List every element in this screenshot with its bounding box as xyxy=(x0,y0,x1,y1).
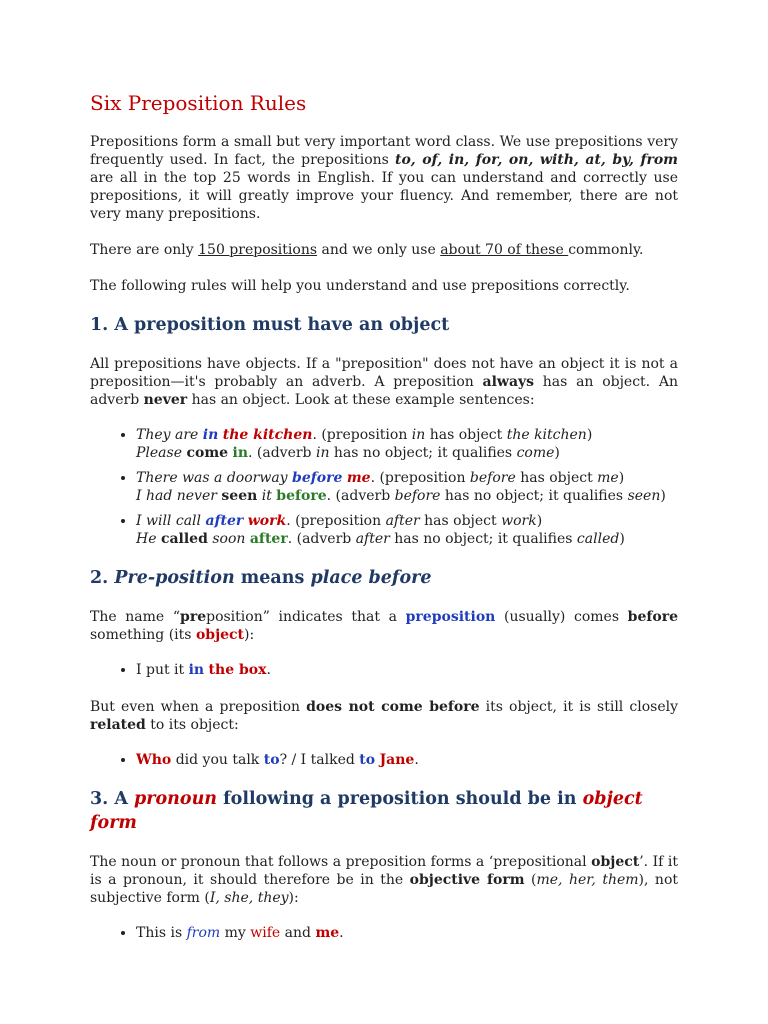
list-item: • There was a doorway before me. (preposition before has object me) I had never seen it before. (adverb before has no object; it qualifies seen) xyxy=(136,470,678,505)
list-item: • I will call after work. (preposition after has object work) He called soon after. (adverb after has no object; it qualifies called) xyxy=(136,513,678,548)
preposition-list: to, of, in, for, on, with, at, by, from xyxy=(395,152,678,168)
rule-1-paragraph: All prepositions have objects. If a "preposition" does not have an object it is not a preposition—it's probably an adverb. A preposition always has an object. An adverb never has an object. Look at these example sentences: xyxy=(90,356,678,408)
list-item: • I put it in the box. xyxy=(136,662,678,680)
intro-paragraph-2: There are only 150 prepositions and we only use about 70 of these commonly. xyxy=(90,242,644,258)
list-item: • This is from my wife and me. xyxy=(136,925,678,943)
rule-2-heading: 2. Pre-position means place before xyxy=(90,568,432,588)
rule-3-examples xyxy=(90,925,678,943)
intro-paragraph-1: Prepositions form a small but very important word class. We use prepositions very frequently used. In fact, the prepositions to, of, in, for, on, with, at, by, from are all in the top 25 words in English. If you can understand and correctly use prepositions, it will greatly improve your fluency. And remember, there are not very many prepositions. xyxy=(90,134,678,222)
rule-2-paragraph-2: But even when a preposition does not come before its object, it is still closely related to its object: xyxy=(90,698,678,733)
link-150-prepositions[interactable]: 150 prepositions xyxy=(198,242,318,258)
rule-1-examples xyxy=(90,427,678,548)
rule-2-examples-1 xyxy=(90,662,678,680)
list-item: • Who did you talk to? / I talked to Jane. xyxy=(136,752,678,770)
document-content xyxy=(90,90,678,961)
rule-2-paragraph: The name “preposition” indicates that a preposition (usually) comes before something (its object): xyxy=(90,609,678,643)
rule-2-examples-2 xyxy=(90,752,678,770)
rule-1-heading: 1. A preposition must have an object xyxy=(90,315,450,335)
rule-3-heading: 3. A pronoun following a preposition should be in object form xyxy=(90,789,643,833)
page-title: Six Preposition Rules xyxy=(90,91,307,115)
intro-paragraph-3: The following rules will help you understand and use prepositions correctly. xyxy=(90,278,630,294)
link-about-70[interactable]: about 70 of these xyxy=(440,242,569,258)
rule-3-paragraph: The noun or pronoun that follows a preposition forms a ‘prepositional object’. If it is a pronoun, it should therefore be in the objective form (me, her, them), not subjective form (I, she, they): xyxy=(90,854,679,906)
list-item: • They are in the kitchen. (preposition in has object the kitchen) Please come in. (adverb in has no object; it qualifies come) xyxy=(136,427,678,462)
